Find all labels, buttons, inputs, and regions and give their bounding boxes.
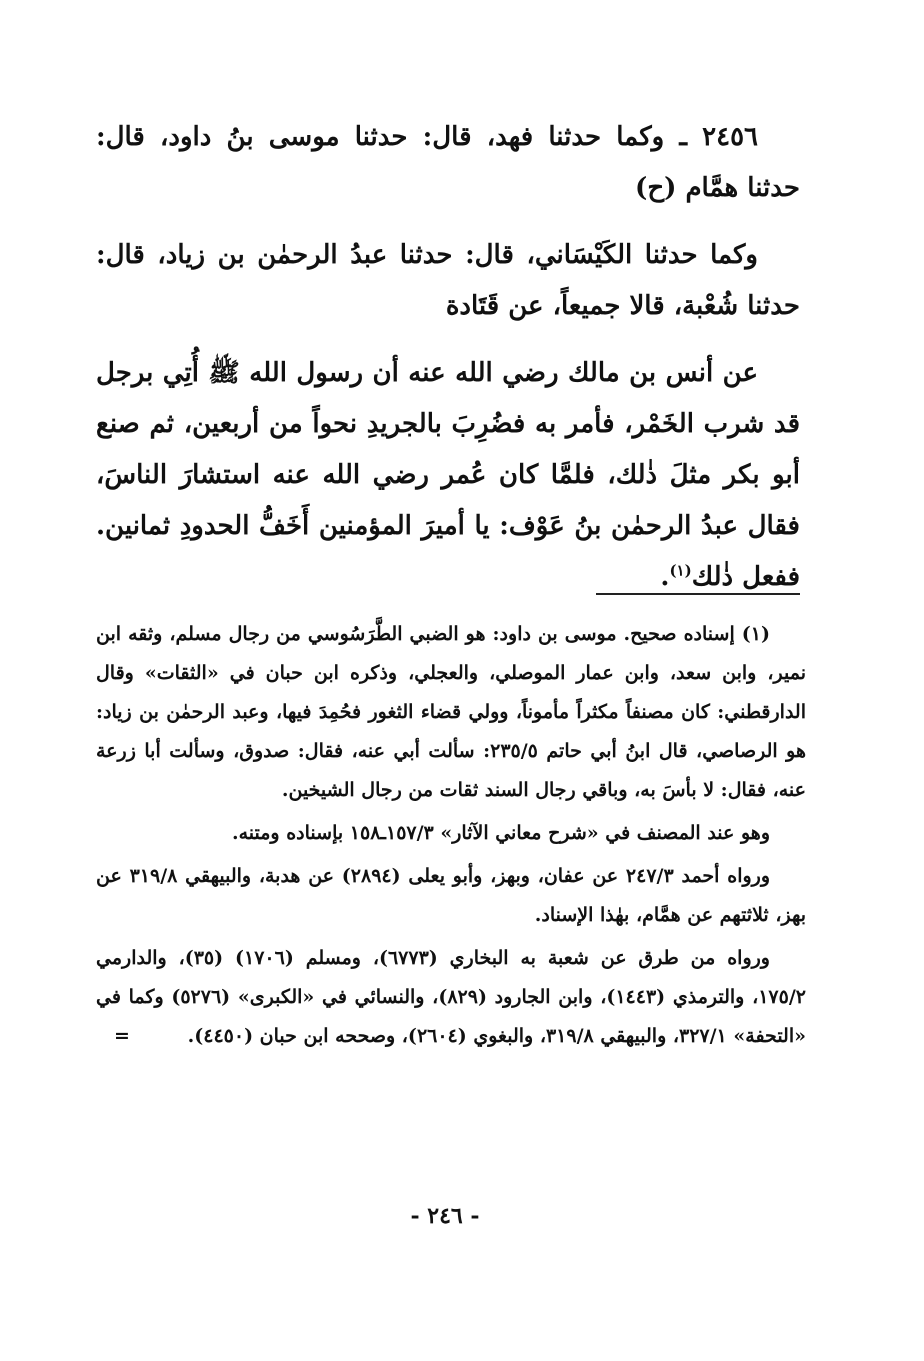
footnote-grading: (١) إسناده صحيح. موسى بن داود: هو الضبي الطَّرَسُوسي من رجال مسلم، وثقه ابن نمير، وابن سعد، وابن عمار الموصلي، والعجلي، وذكره ابن حبان في «الثقات» وقال الدارقطني: كان مصنفاً مكثراً مأموناً، وولي قضاء الثغور فحُمِدَ فيها، وعبد الرحمٰن بن زياد: هو الرصاصي، قال ابنُ أبي حاتم ٢٣٥/٥: سألت أبي عنه، فقال: صدوق، وسألت أبا زرعة عنه، فقال: لا بأسَ به، وباقي رجال السند ثقات من رجال الشيخين. [96,623,806,801]
footnote-reference: (١) [669,561,692,580]
footnotes-section [96,615,806,1060]
footnote-separator [596,593,800,595]
matn-text: عن أنس بن مالك رضي الله عنه أن رسول الله ﷺ أُتِي برجل قد شرب الخَمْر، فأمر به فضُرِبَ بالجريدِ نحواً من أربعين، ثم صنع أبو بكر مثلَ ذٰلك، فلمَّا كان عُمر رضي الله عنه استشارَ الناسَ، فقال عبدُ الرحمٰن بنُ عَوْف: يا أميرَ المؤمنين أَخَفُّ الحدودِ ثمانين. ففعل ذٰلك [96,358,800,592]
isnad-first-chain: ٢٤٥٦ ـ وكما حدثنا فهد، قال: حدثنا موسى بنُ داود، قال: حدثنا همَّام (ح) [96,122,800,203]
hadith-matn [96,348,800,603]
page-number: - ٢٤٦ - [410,1203,480,1229]
footnote-shuba-narrations [96,939,806,1056]
continuation-mark: = [114,1025,130,1047]
matn-end-mark: . [660,562,670,592]
footnote-author-source: وهو عند المصنف في «شرح معاني الآثار» ١٥٧/٣ـ١٥٨ بإسناده ومتنه. [231,822,770,844]
isnad-second-chain: وكما حدثنا الكَيْسَاني، قال: حدثنا عبدُ الرحمٰن بن زياد، قال: حدثنا شُعْبة، قالا جميعاً، عن قَتَادة [96,240,800,321]
footnote-ahmad-narration: ورواه أحمد ٢٤٧/٣ عن عفان، وبهز، وأبو يعلى (٢٨٩٤) عن هدبة، والبيهقي ٣١٩/٨ عن بهز، ثلاثتهم عن همَّام، بهٰذا الإسناد. [96,865,806,926]
hadith-text [96,112,800,619]
footnote-shuba-text: ورواه من طرق عن شعبة به البخاري (٦٧٧٣)، ومسلم (١٧٠٦) (٣٥)، والدارمي ١٧٥/٢، والترمذي (١٤٤٣)، وابن الجارود (٨٢٩)، والنسائي في «الكبرى» (٥٢٧٦) وكما في «التحفة» ٣٢٧/١، والبيهقي ٣١٩/٨، والبغوي (٢٦٠٤)، وصححه ابن حبان (٤٤٥٠). [96,947,806,1047]
